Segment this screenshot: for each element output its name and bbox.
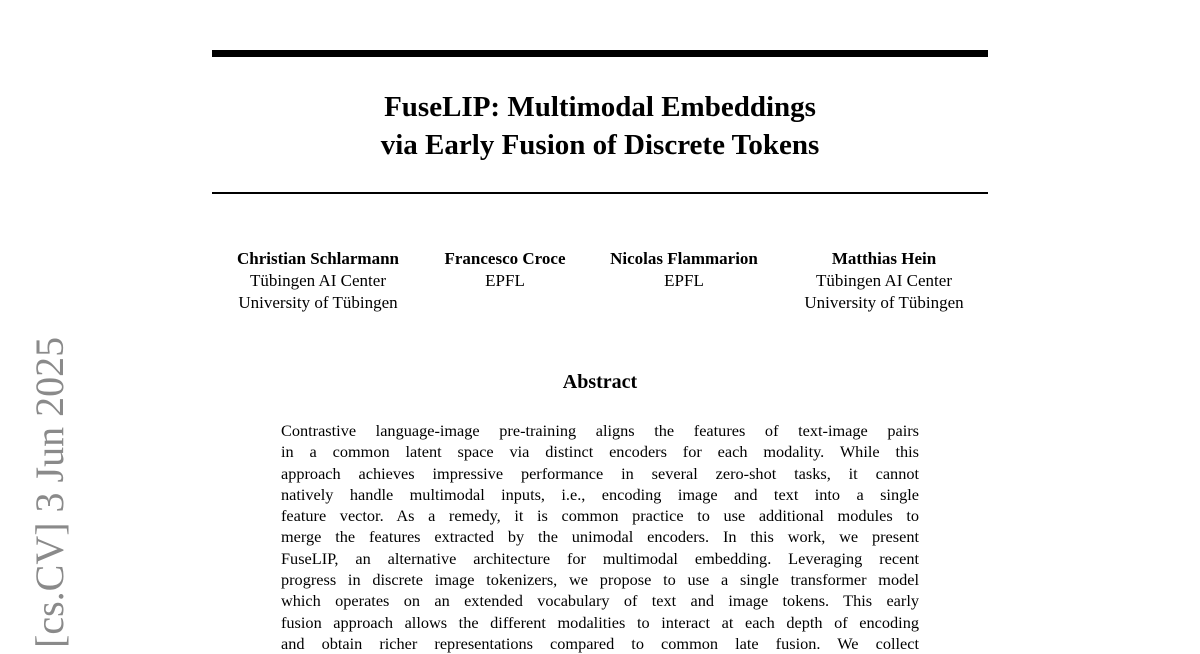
abstract-body [281,420,919,654]
abstract-line: fusion approach allows the different modalities to interact at each depth of encoding [281,612,919,632]
title-bottom-rule [212,192,988,194]
abstract-line: natively handle multimodal inputs, i.e., encoding image and text into a single [281,484,919,504]
author-name: Christian Schlarmann [237,249,399,268]
author-affiliation: Tübingen AI Center [250,271,386,290]
author-name: Francesco Croce [444,249,566,268]
title-line-2: via Early Fusion of Discrete Tokens [380,129,820,161]
abstract-line: merge the features extracted by the unimodal encoders. In this work, we present [281,527,919,547]
author-affiliation: University of Tübingen [238,293,398,312]
abstract-line: in a common latent space via distinct encoders for each modality. While this [281,442,919,462]
author-affiliation: University of Tübingen [804,293,964,312]
author-block-1 [224,248,412,314]
author-block-4 [788,248,980,314]
abstract-heading: Abstract [562,371,638,393]
abstract-line: approach achieves impressive performance in several zero-shot tasks, it cannot [281,463,919,483]
abstract-line: feature vector. As a remedy, it is common practice to use additional modules to [281,506,919,526]
title-top-rule [212,50,988,57]
arxiv-side-stamp: [cs.CV] 3 Jun 2025 [27,336,72,648]
author-block-3 [596,248,772,292]
author-block-2 [432,248,578,292]
abstract-line: Contrastive language-image pre-training aligns the features of text-image pairs [281,421,919,440]
author-affiliation: EPFL [664,271,704,290]
title-line-1: FuseLIP: Multimodal Embeddings [384,91,816,123]
abstract-line: progress in discrete image tokenizers, we propose to use a single transformer model [281,570,919,590]
abstract-line: and obtain richer representations compared to common late fusion. We collect [281,633,919,653]
author-affiliation: EPFL [485,271,525,290]
author-name: Nicolas Flammarion [610,249,758,268]
author-affiliation: Tübingen AI Center [816,271,952,290]
abstract-line: FuseLIP, an alternative architecture for multimodal embedding. Leveraging recent [281,548,919,568]
paper-title [212,88,988,164]
author-name: Matthias Hein [831,249,937,268]
abstract-line: which operates on an extended vocabulary of text and image tokens. This early [281,591,919,611]
